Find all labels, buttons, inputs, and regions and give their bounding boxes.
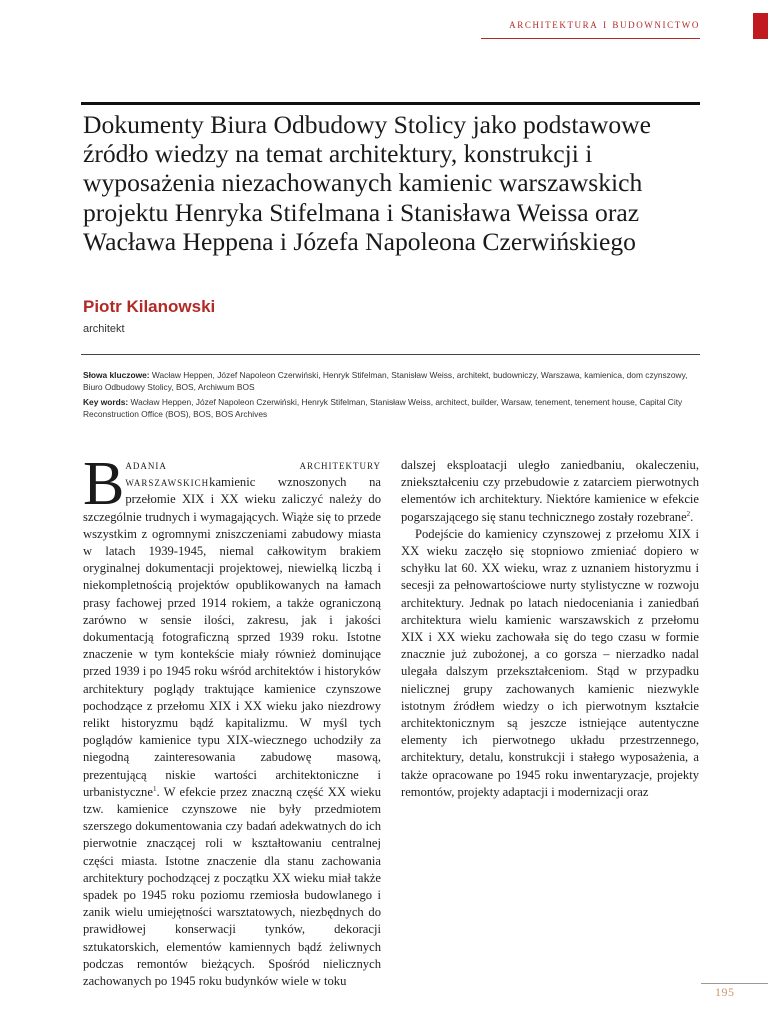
footer-rule (701, 983, 768, 984)
article-title: Dokumenty Biura Odbudowy Stolicy jako podstawowe źródło wiedzy na temat architektury, konstrukcji i wyposażenia niezachowanych kamienic warszawskich projektu Henryka Stifelmana i Stanisława Weissa oraz Wacława Heppena i Józefa Napoleona Czerwińskiego (83, 110, 651, 256)
title-rule (81, 102, 700, 105)
keywords-english-text: Wacław Heppen, Józef Napoleon Czerwiński, Henryk Stifelman, Stanisław Weiss, architect, builder, Warsaw, tenement, tenement house, Capital City Reconstruction Office (BOS), BOS, BOS Archives (83, 397, 683, 419)
paragraph-1-end: . (690, 509, 694, 524)
keywords-english (83, 397, 700, 420)
footnote-ref-1[interactable]: 1 (152, 784, 157, 793)
keywords-polish-text: Wacław Heppen, Józef Napoleon Czerwiński, Henryk Stifelman, Stanisław Weiss, architekt, budowniczy, Warszawa, kamienica, dom czynszowy, Biuro Odbudowy Stolicy, BOS, Archiwum BOS (83, 370, 688, 392)
keywords-rule (81, 354, 700, 355)
body-column-left (83, 450, 381, 990)
author-role: architekt (83, 323, 125, 335)
paragraph-1-continued (401, 457, 699, 526)
body-column-right (401, 457, 699, 801)
paragraph-2: Podejście do kamienicy czynszowej z przełomu XIX i XX wieku zaczęło się stopniowo zmieniać dopiero w schyłku lat 60. XX wieku, wraz z uznaniem historyzmu i secesji za pełnowartościowe nurty stylistyczne w rozwoju architektury. Jednak po latach niedoceniania i zaniedbań architektura wielu kamienic warszawskich z przełomu XIX i XX wieku zachowała się do tego czasu w formie znacznie już zubożonej, a co gorsza – nierzadko nadal ulegała dalszym przekształceniom. Stąd w przypadku nielicznej grupy zachowanych kamienic niezwykle istotnym źródłem wiedzy o ich pierwotnym kształcie architektonicznym są jeszcze istniejące autentyczne elementy ich pierwotnego układu przestrzennego, architektury, detalu, konstrukcji i stałego wyposażenia, a także opracowane po 1945 roku inwentaryzacje, projekty remontów, projekty adaptacji i modernizacji oraz (401, 526, 699, 799)
author-name: Piotr Kilanowski (83, 297, 216, 316)
header-rule (481, 38, 700, 39)
paragraph-1-text-a: kamienic wznoszonych na przełomie XIX i XX wieku zaliczyć należy do szczególnie trudnych i wymagających. Wiąże się to przede wszystkim z ogromnymi zniszczeniami zabudowy miasta w latach 1939-1945, niemal całkowitym brakiem oryginalnej dokumentacji projektowej, niewielką liczbą i niekompletnością projektów opublikowanych na łamach prasy fachowej przed 1914 rokiem, a także ograniczoną zarówno w sensie ilości, zakresu, jak i jakości dokumentacją fotograficzną sprzed 1939 roku. Istotne znaczenie w tym kontekście miały również dominujące przed 1939 i po 1945 roku wśród architektów i historyków architektury poglądy traktujące kamienice czynszowe pochodzące z przełomu XIX i XX wieku jako niezdrowy relikt historyzmu bądź kapitalizmu. W myśl tych poglądów kamienice typu XIX-wiecznego uchodziły za niegodną zainteresowania zabudowę masową, prezentującą niskie wartości architektoniczne i urbanistyczne (83, 475, 381, 799)
lead-in: adania architektury warszawskich (125, 458, 381, 490)
footnote-ref-2[interactable]: 2 (686, 509, 691, 518)
section-label: architektura i budownictwo (509, 17, 700, 31)
keywords-polish-label: Słowa kluczowe: (83, 370, 150, 380)
section-color-tab (753, 13, 768, 39)
paragraph-1 (83, 450, 381, 990)
keywords-english-label: Key words: (83, 397, 129, 407)
drop-cap: B (83, 450, 125, 518)
page-number: 195 (715, 985, 735, 999)
paragraph-1-text-b: . W efekcie przez znaczną część XX wieku tzw. kamienice czynszowe nie były przedmiotem szerszego dokumentowania czy badań adekwatnych do ich pierwotnie znaczącej roli w kształtowaniu centralnej części miasta. Istotne znaczenie dla stanu zachowania architektury pochodzącej z początku XX wieku miał także spadek po 1945 roku poziomu rzemiosła budowlanego i zanik wielu umiejętności warsztatowych, niezbędnych do prawidłowej konserwacji tynków, dekoracji sztukatorskich, elementów kamiennych bądź żeliwnych podczas remontów bieżących. Spośród nielicznych zachowanych po 1945 roku budynków wiele w toku (83, 784, 381, 989)
paragraph-1-text-b-continued: dalszej eksploatacji uległo zaniedbaniu, okaleczeniu, zniekształceniu czy przebudowie z zatarciem pierwotnych elementów ich architektury. Niektóre kamienice w efekcie pogarszającego się stanu technicznego zostały rozebrane (401, 458, 699, 524)
keywords-polish (83, 370, 700, 393)
